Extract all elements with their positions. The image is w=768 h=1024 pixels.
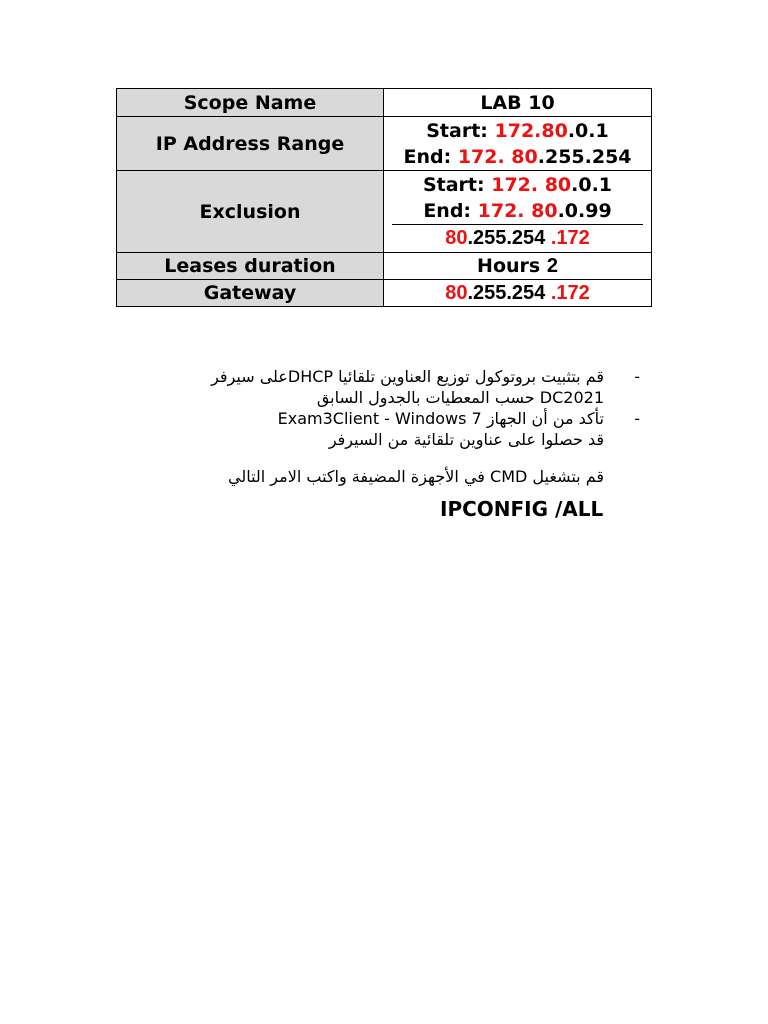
- row-ip-range: [117, 117, 652, 171]
- leases-word: Hours: [477, 254, 547, 277]
- ip-range-value: [384, 117, 652, 171]
- leases-value: [384, 253, 652, 280]
- start-prefix: Start:: [422, 174, 492, 196]
- scope-name-value: LAB 10: [384, 89, 652, 117]
- instructions-list: [170, 366, 640, 487]
- scope-name-label: Scope Name: [117, 89, 384, 117]
- instruction-run-cmd: [170, 466, 640, 487]
- gateway-label: Gateway: [117, 280, 384, 307]
- single-red-b: .172: [545, 227, 590, 249]
- row-exclusion: [117, 171, 652, 253]
- start-prefix: Start:: [426, 119, 495, 142]
- end-suffix: .0.99: [557, 200, 612, 222]
- exclusion-start: [384, 172, 651, 198]
- instruction-text: تأكد من أن الجهاز Exam3Client - Windows 7: [277, 409, 604, 428]
- exclusion-single: [384, 225, 651, 251]
- row-gateway: [117, 280, 652, 307]
- exclusion-end: [384, 198, 651, 224]
- scope-config-table: [116, 88, 652, 307]
- end-red: 172. 80: [477, 200, 558, 222]
- instruction-item-dhcp: [170, 366, 640, 408]
- single-black: .255.254: [467, 227, 546, 249]
- leases-label: Leases duration: [117, 253, 384, 280]
- start-red: 172. 80: [491, 174, 572, 196]
- gateway-red-a: 80: [445, 281, 468, 304]
- start-suffix: .0.1: [567, 119, 609, 142]
- single-red-a: 80: [445, 227, 468, 249]
- end-prefix: End:: [423, 200, 478, 222]
- instruction-text: قد حصلوا على عناوين تلقائية من السيرفر: [328, 430, 604, 449]
- ip-range-end: [384, 144, 651, 170]
- exclusion-label: Exclusion: [117, 171, 384, 253]
- instruction-text: قم بتشغيل CMD في الأجهزة المضيفة واكتب الامر التالي: [227, 467, 604, 486]
- start-red: 172.80: [494, 119, 568, 142]
- row-scope-name: [117, 89, 652, 117]
- bullet-dash: -: [634, 367, 640, 386]
- gateway-red-b: .172: [545, 281, 590, 304]
- end-prefix: End:: [403, 145, 458, 168]
- instruction-item-verify: [170, 408, 640, 450]
- ip-range-start: [384, 118, 651, 144]
- gateway-value: [384, 280, 652, 307]
- leases-num: 2: [546, 254, 558, 277]
- command-text: IPCONFIG /ALL: [440, 497, 604, 521]
- instruction-text: DC2021 حسب المعطيات بالجدول السابق: [316, 388, 604, 407]
- exclusion-value: [384, 171, 652, 253]
- end-red: 172. 80: [457, 145, 538, 168]
- end-suffix: .255.254: [537, 145, 632, 168]
- ip-range-label: IP Address Range: [117, 117, 384, 171]
- row-leases: [117, 253, 652, 280]
- bullet-dash: -: [634, 409, 640, 428]
- gateway-black: .255.254: [467, 281, 546, 304]
- instruction-text: قم بتثبيت بروتوكول توزيع العناوين تلقائيا DHCPعلى سيرفر: [211, 367, 604, 386]
- start-suffix: .0.1: [571, 174, 613, 196]
